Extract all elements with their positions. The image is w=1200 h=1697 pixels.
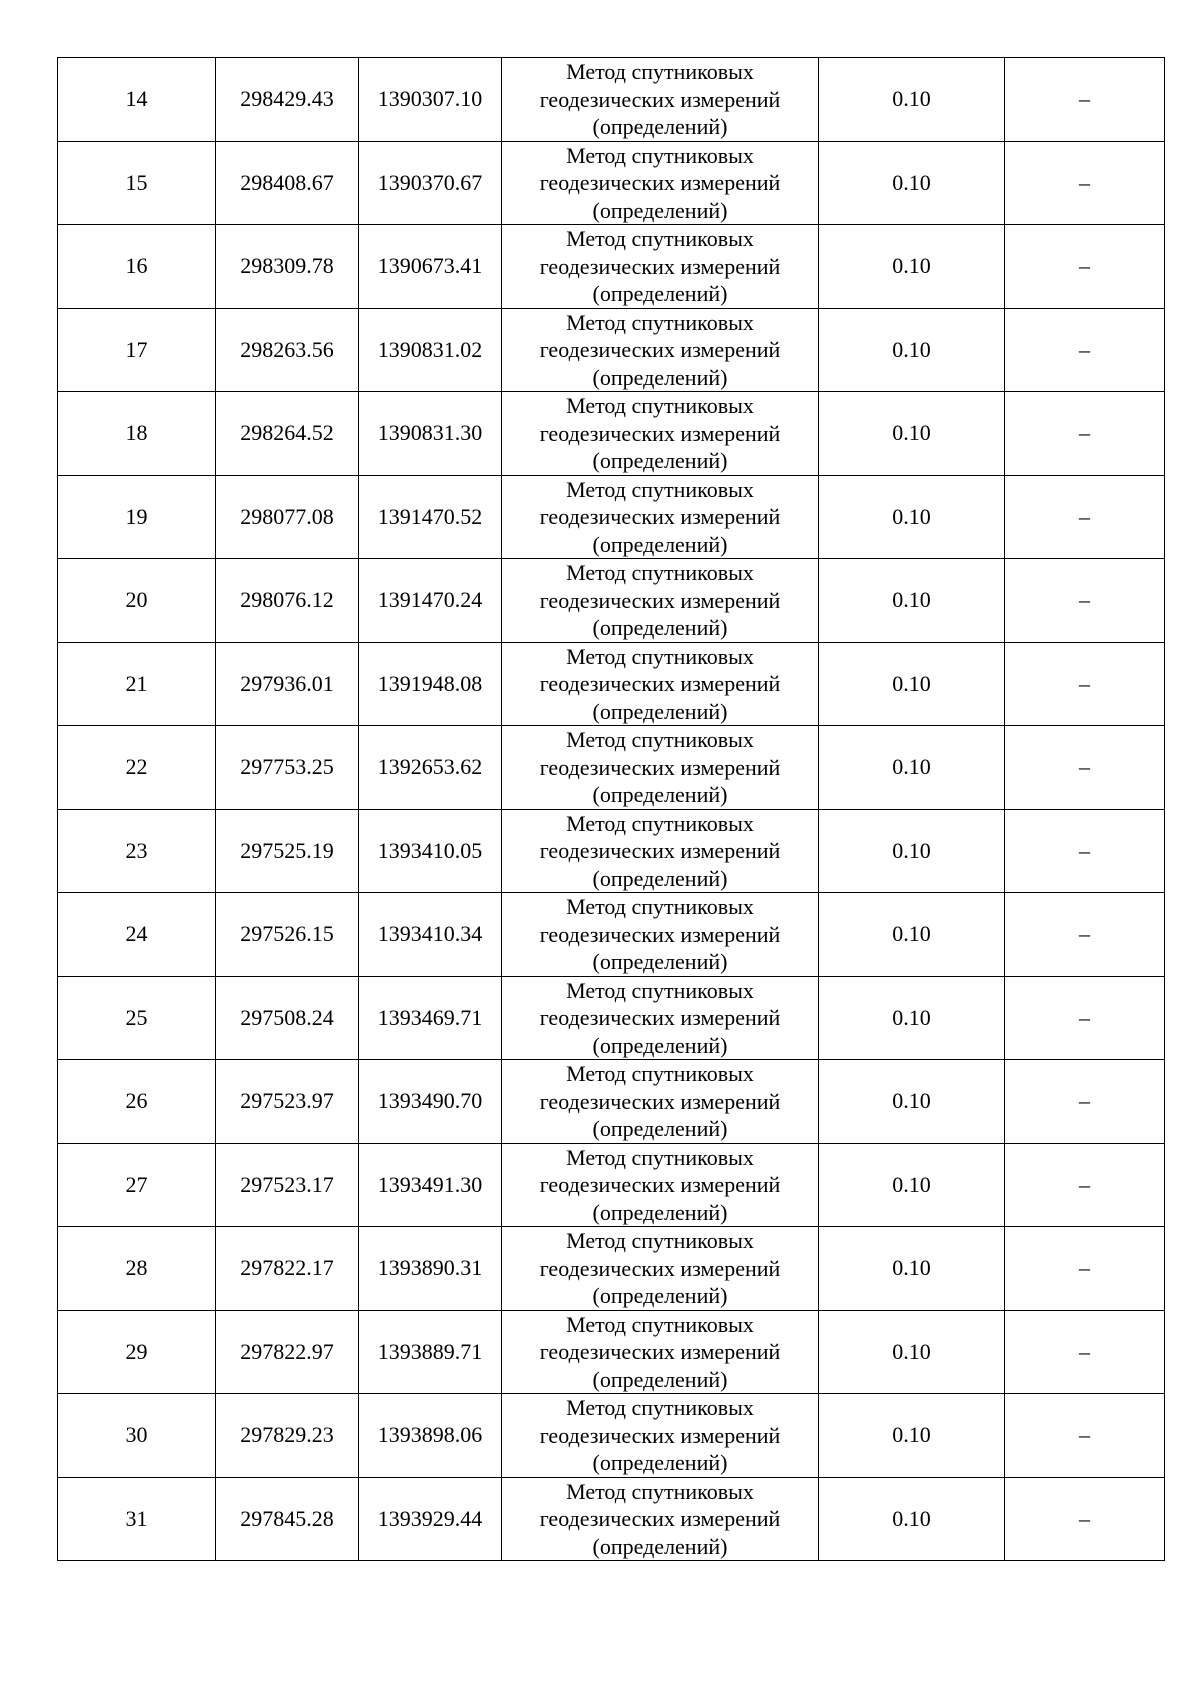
table-row (58, 141, 1165, 225)
accuracy-cell: 0.10 (819, 1227, 1005, 1311)
point-number-cell: 16 (58, 225, 216, 309)
method-cell (502, 475, 819, 559)
note-cell: – (1005, 141, 1165, 225)
method-line: Метод спутниковых (566, 226, 754, 251)
method-line: Метод спутниковых (566, 894, 754, 919)
point-number-cell: 17 (58, 308, 216, 392)
accuracy-cell: 0.10 (819, 1060, 1005, 1144)
table-row (58, 58, 1165, 142)
table-row (58, 559, 1165, 643)
accuracy-cell: 0.10 (819, 58, 1005, 142)
accuracy-cell: 0.10 (819, 976, 1005, 1060)
note-cell: – (1005, 893, 1165, 977)
table-row (58, 475, 1165, 559)
method-line: (определений) (592, 364, 728, 390)
method-line: геодезических измерений (539, 253, 781, 279)
note-cell: – (1005, 976, 1165, 1060)
method-line: Метод спутниковых (566, 977, 754, 1003)
method-line: геодезических измерений (539, 838, 781, 863)
method-cell (502, 1394, 819, 1478)
coordinate-x-cell: 297753.25 (216, 726, 359, 810)
method-line: (определений) (592, 949, 728, 974)
coordinate-y-cell: 1393889.71 (359, 1310, 502, 1394)
method-line: геодезических измерений (539, 1339, 781, 1364)
table-row (58, 308, 1165, 392)
method-line: геодезических измерений (539, 1088, 781, 1114)
coordinate-y-cell: 1390307.10 (359, 58, 502, 142)
point-number-cell: 18 (58, 392, 216, 476)
coordinate-y-cell: 1393469.71 (359, 976, 502, 1060)
point-number-cell: 23 (58, 809, 216, 893)
table-row (58, 1394, 1165, 1478)
note-cell: – (1005, 308, 1165, 392)
accuracy-cell: 0.10 (819, 726, 1005, 810)
method-line: геодезических измерений (539, 420, 781, 446)
note-cell: – (1005, 225, 1165, 309)
method-line: Метод спутниковых (566, 810, 754, 836)
accuracy-cell: 0.10 (819, 893, 1005, 977)
method-line: (определений) (592, 114, 728, 139)
method-cell (502, 1060, 819, 1144)
table-row (58, 1227, 1165, 1311)
note-cell: – (1005, 475, 1165, 559)
method-line: геодезических измерений (539, 587, 781, 613)
point-number-cell: 22 (58, 726, 216, 810)
method-cell (502, 308, 819, 392)
coordinate-x-cell: 297936.01 (216, 642, 359, 726)
method-line: Метод спутниковых (566, 1144, 754, 1170)
point-number-cell: 25 (58, 976, 216, 1060)
coordinate-x-cell: 297508.24 (216, 976, 359, 1060)
point-number-cell: 21 (58, 642, 216, 726)
method-cell (502, 225, 819, 309)
point-number-cell: 24 (58, 893, 216, 977)
method-line: Метод спутниковых (566, 643, 754, 669)
method-line: (определений) (592, 782, 728, 807)
method-line: геодезических измерений (539, 1005, 781, 1030)
coordinate-x-cell: 297523.17 (216, 1143, 359, 1227)
method-line: (определений) (592, 448, 728, 473)
note-cell: – (1005, 392, 1165, 476)
accuracy-cell: 0.10 (819, 559, 1005, 643)
table-row (58, 1477, 1165, 1561)
method-line: геодезических измерений (539, 754, 781, 780)
method-line: (определений) (592, 1450, 728, 1475)
point-number-cell: 28 (58, 1227, 216, 1311)
point-number-cell: 29 (58, 1310, 216, 1394)
table-row (58, 1060, 1165, 1144)
method-line: геодезических измерений (539, 504, 781, 529)
point-number-cell: 31 (58, 1477, 216, 1561)
method-line: (определений) (592, 1199, 728, 1225)
coordinate-x-cell: 298077.08 (216, 475, 359, 559)
accuracy-cell: 0.10 (819, 809, 1005, 893)
note-cell: – (1005, 726, 1165, 810)
coordinate-y-cell: 1391470.52 (359, 475, 502, 559)
method-line: Метод спутниковых (566, 727, 754, 752)
coordinate-x-cell: 297525.19 (216, 809, 359, 893)
coordinate-y-cell: 1390831.30 (359, 392, 502, 476)
method-line: геодезических измерений (539, 921, 781, 947)
method-line: геодезических измерений (539, 1422, 781, 1448)
coordinate-y-cell: 1393929.44 (359, 1477, 502, 1561)
coordinate-y-cell: 1390370.67 (359, 141, 502, 225)
coordinate-y-cell: 1391470.24 (359, 559, 502, 643)
coordinate-y-cell: 1393491.30 (359, 1143, 502, 1227)
coordinates-table (57, 57, 1165, 1561)
method-line: Метод спутниковых (566, 560, 754, 585)
coordinate-y-cell: 1391948.08 (359, 642, 502, 726)
note-cell: – (1005, 559, 1165, 643)
method-line: Метод спутниковых (566, 1395, 754, 1420)
method-line: Метод спутниковых (566, 1478, 754, 1504)
coordinates-table-body (58, 58, 1165, 1561)
coordinate-y-cell: 1393490.70 (359, 1060, 502, 1144)
method-line: (определений) (592, 615, 728, 640)
note-cell: – (1005, 1310, 1165, 1394)
coordinate-x-cell: 297822.97 (216, 1310, 359, 1394)
table-row (58, 642, 1165, 726)
table-row (58, 392, 1165, 476)
coordinate-x-cell: 297523.97 (216, 1060, 359, 1144)
note-cell: – (1005, 58, 1165, 142)
note-cell: – (1005, 1394, 1165, 1478)
table-row (58, 893, 1165, 977)
point-number-cell: 19 (58, 475, 216, 559)
method-line: (определений) (592, 1116, 728, 1141)
table-row (58, 976, 1165, 1060)
method-cell (502, 893, 819, 977)
coordinate-x-cell: 298408.67 (216, 141, 359, 225)
coordinate-x-cell: 298076.12 (216, 559, 359, 643)
method-line: (определений) (592, 281, 728, 306)
coordinate-x-cell: 297845.28 (216, 1477, 359, 1561)
coordinate-x-cell: 298429.43 (216, 58, 359, 142)
coordinate-x-cell: 297526.15 (216, 893, 359, 977)
method-cell (502, 809, 819, 893)
coordinate-y-cell: 1392653.62 (359, 726, 502, 810)
method-line: Метод спутниковых (566, 309, 754, 335)
point-number-cell: 26 (58, 1060, 216, 1144)
accuracy-cell: 0.10 (819, 392, 1005, 476)
method-line: Метод спутниковых (566, 142, 754, 168)
method-cell (502, 392, 819, 476)
note-cell: – (1005, 1143, 1165, 1227)
method-line: Метод спутниковых (566, 59, 754, 84)
coordinate-x-cell: 297829.23 (216, 1394, 359, 1478)
method-line: (определений) (592, 1032, 728, 1058)
note-cell: – (1005, 1060, 1165, 1144)
method-line: Метод спутниковых (566, 1311, 754, 1337)
accuracy-cell: 0.10 (819, 1143, 1005, 1227)
accuracy-cell: 0.10 (819, 1394, 1005, 1478)
method-line: геодезических измерений (539, 86, 781, 112)
method-cell (502, 58, 819, 142)
accuracy-cell: 0.10 (819, 1310, 1005, 1394)
method-line: (определений) (592, 197, 728, 223)
method-cell (502, 642, 819, 726)
point-number-cell: 27 (58, 1143, 216, 1227)
method-line: (определений) (592, 1533, 728, 1559)
table-row (58, 726, 1165, 810)
coordinate-y-cell: 1393410.05 (359, 809, 502, 893)
accuracy-cell: 0.10 (819, 308, 1005, 392)
coordinate-x-cell: 298309.78 (216, 225, 359, 309)
accuracy-cell: 0.10 (819, 642, 1005, 726)
method-line: (определений) (592, 531, 728, 557)
table-row (58, 809, 1165, 893)
note-cell: – (1005, 1227, 1165, 1311)
accuracy-cell: 0.10 (819, 1477, 1005, 1561)
coordinate-y-cell: 1393890.31 (359, 1227, 502, 1311)
method-line: геодезических измерений (539, 1506, 781, 1531)
method-cell (502, 976, 819, 1060)
accuracy-cell: 0.10 (819, 475, 1005, 559)
table-row (58, 1143, 1165, 1227)
method-line: (определений) (592, 698, 728, 724)
method-line: Метод спутниковых (566, 1061, 754, 1086)
point-number-cell: 20 (58, 559, 216, 643)
point-number-cell: 15 (58, 141, 216, 225)
method-line: геодезических измерений (539, 170, 781, 195)
accuracy-cell: 0.10 (819, 225, 1005, 309)
method-line: геодезических измерений (539, 1255, 781, 1281)
method-line: Метод спутниковых (566, 393, 754, 418)
method-cell (502, 726, 819, 810)
coordinate-y-cell: 1393410.34 (359, 893, 502, 977)
coordinate-y-cell: 1390673.41 (359, 225, 502, 309)
method-cell (502, 559, 819, 643)
note-cell: – (1005, 809, 1165, 893)
method-cell (502, 1227, 819, 1311)
method-line: (определений) (592, 1366, 728, 1392)
method-line: геодезических измерений (539, 337, 781, 362)
method-line: геодезических измерений (539, 1172, 781, 1197)
point-number-cell: 14 (58, 58, 216, 142)
method-line: геодезических измерений (539, 671, 781, 696)
method-line: Метод спутниковых (566, 476, 754, 502)
note-cell: – (1005, 1477, 1165, 1561)
method-cell (502, 1310, 819, 1394)
coordinate-x-cell: 297822.17 (216, 1227, 359, 1311)
accuracy-cell: 0.10 (819, 141, 1005, 225)
method-line: (определений) (592, 865, 728, 891)
method-cell (502, 1143, 819, 1227)
coordinate-y-cell: 1393898.06 (359, 1394, 502, 1478)
method-line: (определений) (592, 1283, 728, 1308)
table-row (58, 1310, 1165, 1394)
method-line: Метод спутниковых (566, 1228, 754, 1253)
coordinate-x-cell: 298264.52 (216, 392, 359, 476)
note-cell: – (1005, 642, 1165, 726)
coordinate-x-cell: 298263.56 (216, 308, 359, 392)
point-number-cell: 30 (58, 1394, 216, 1478)
method-cell (502, 141, 819, 225)
coordinate-y-cell: 1390831.02 (359, 308, 502, 392)
method-cell (502, 1477, 819, 1561)
table-row (58, 225, 1165, 309)
